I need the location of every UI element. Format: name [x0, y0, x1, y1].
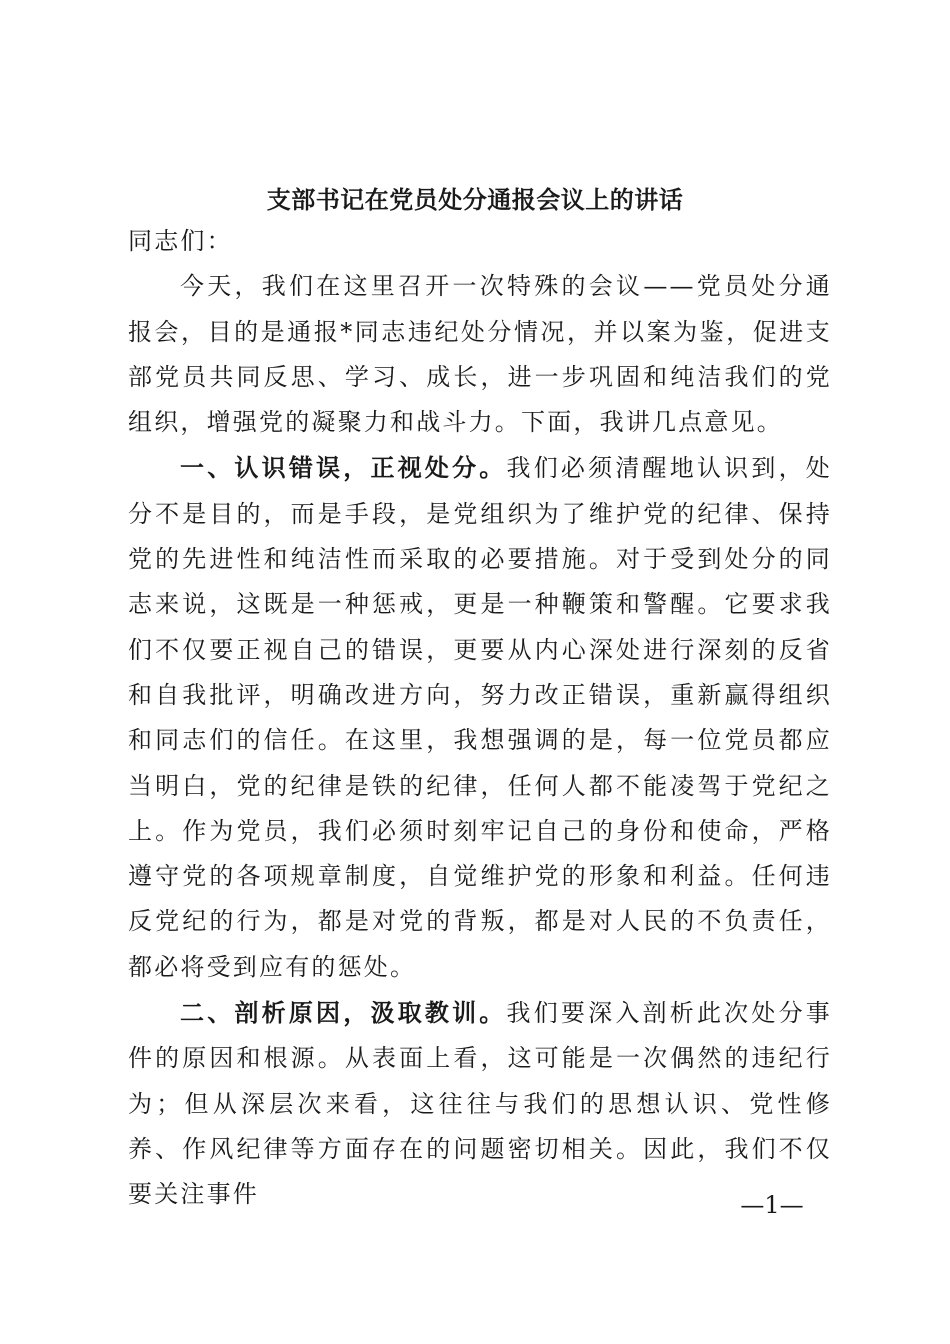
salutation: 同志们： [128, 227, 233, 255]
intro-paragraph: 今天，我们在这里召开一次特殊的会议——党员处分通报会，目的是通报*同志违纪处分情况，并以案为鉴，促进支部党员共同反思、学习、成长，进一步巩固和纯洁我们的党组织，增强党的凝聚力和战斗力。下面，我讲几点意见。 [128, 272, 832, 437]
section-2-paragraph [128, 990, 832, 1217]
document-body [128, 219, 832, 1218]
section-1-paragraph [128, 445, 832, 990]
section-1-text: 我们必须清醒地认识到，处分不是目的，而是手段，是党组织为了维护党的纪律、保持党的先进性和纯洁性而采取的必要措施。对于受到处分的同志来说，这既是一种惩戒，更是一种鞭策和警醒。它要求我们不仅要正视自己的错误，更要从内心深处进行深刻的反省和自我批评，明确改进方向，努力改正错误，重新赢得组织和同志们的信任。在这里，我想强调的是，每一位党员都应当明白，党的纪律是铁的纪律，任何人都不能凌驾于党纪之上。作为党员，我们必须时刻牢记自己的身份和使命，严格遵守党的各项规章制度，自觉维护党的形象和利益。任何违反党纪的行为，都是对党的背叛，都是对人民的不负责任，都必将受到应有的惩处。 [128, 454, 832, 981]
section-1-heading: 一、认识错误，正视处分。 [180, 453, 507, 483]
page-number: —1— [740, 1191, 804, 1219]
section-2-text: 我们要深入剖析此次处分事件的原因和根源。从表面上看，这可能是一次偶然的违纪行为；但从深层次来看，这往往与我们的思想认识、党性修养、作风纪律等方面存在的问题密切相关。因此，我们不仅要关注事件 [128, 999, 832, 1209]
document-title: 支部书记在党员处分通报会议上的讲话 [266, 185, 684, 214]
section-2-heading: 二、剖析原因，汲取教训。 [180, 998, 507, 1028]
